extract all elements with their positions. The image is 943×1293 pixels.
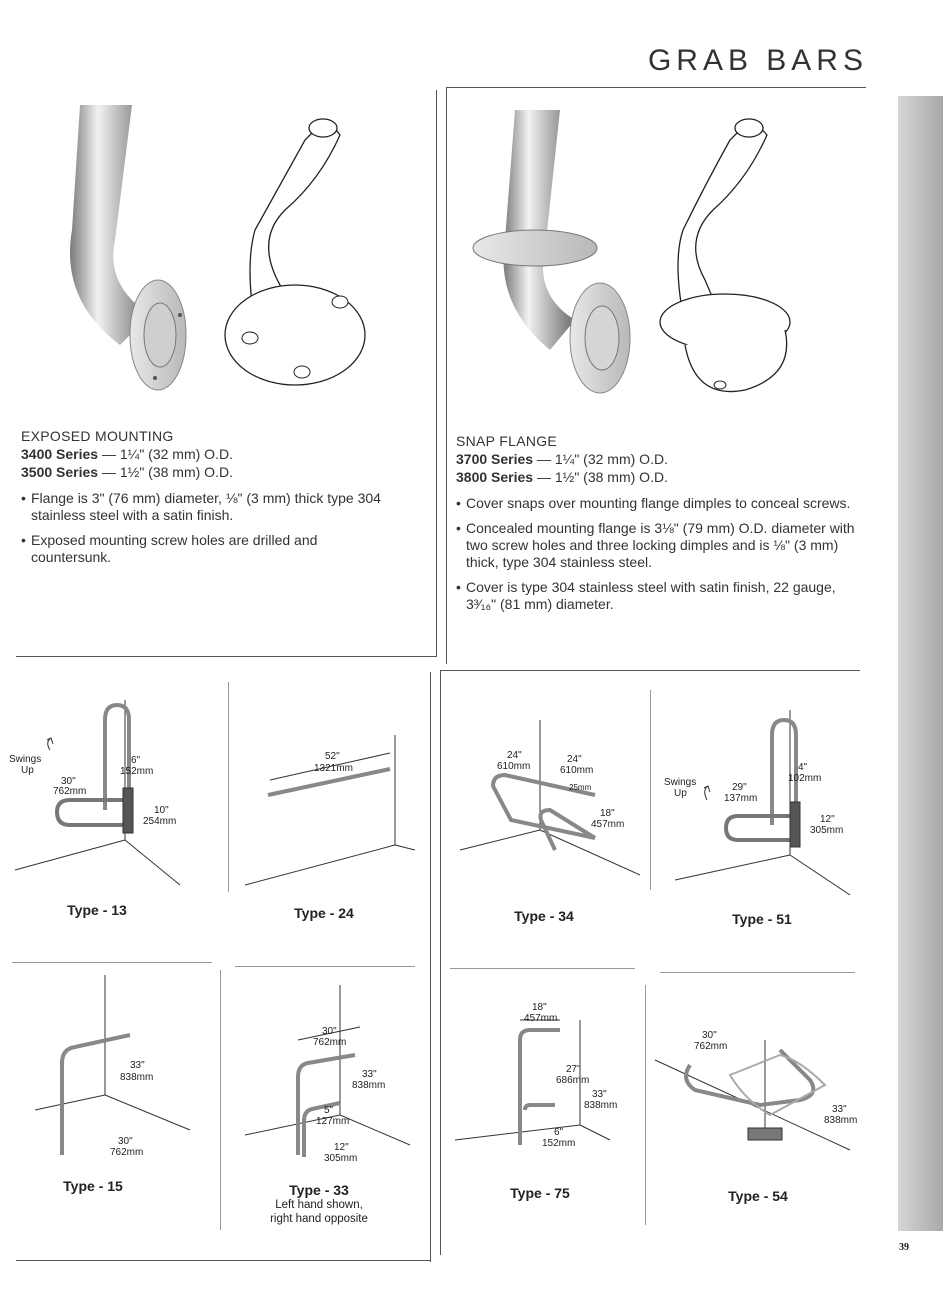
type-label: Type - 15 bbox=[63, 1178, 123, 1194]
dim-label: 1321mm bbox=[314, 763, 353, 774]
dim-label: 30" bbox=[118, 1136, 133, 1147]
divider bbox=[446, 87, 447, 664]
type-label: Type - 51 bbox=[732, 911, 792, 927]
section-heading: EXPOSED MOUNTING bbox=[21, 428, 174, 444]
type-51-diagram bbox=[660, 710, 860, 900]
dim-label: 838mm bbox=[584, 1100, 618, 1111]
dim-label: 27" bbox=[566, 1064, 581, 1075]
swings-label: Swings bbox=[664, 777, 697, 788]
bullet-item: • Concealed mounting flange is 3⅛" (79 mm) O.D. diameter with two screw holes and three locking dimples and is ⅛" (3 mm) thick, type 304 stainless steel. bbox=[456, 520, 856, 571]
series-line bbox=[456, 451, 856, 467]
page-edge-shadow bbox=[898, 96, 943, 1231]
up-label: Up bbox=[674, 788, 687, 799]
dim-label: 18" bbox=[600, 808, 615, 819]
divider bbox=[645, 985, 646, 1225]
type-label: Type - 33 bbox=[289, 1182, 349, 1198]
dim-label: 762mm bbox=[110, 1147, 144, 1158]
dim-label: 838mm bbox=[120, 1072, 154, 1083]
dim-label: 12" bbox=[334, 1142, 349, 1153]
divider bbox=[235, 966, 415, 967]
divider bbox=[440, 670, 860, 671]
type-label: Type - 34 bbox=[514, 908, 574, 924]
bullet-item: • Flange is 3" (76 mm) diameter, ⅛" (3 mm) thick type 304 stainless steel with a satin finish. bbox=[21, 490, 401, 524]
divider bbox=[430, 672, 431, 1262]
dim-label: 18" bbox=[532, 1002, 547, 1013]
bullet-list bbox=[21, 490, 401, 566]
dim-label: 33" bbox=[592, 1089, 607, 1100]
dim-label: 30" bbox=[61, 776, 76, 787]
dim-label: 610mm bbox=[497, 761, 531, 772]
divider bbox=[436, 90, 437, 657]
dim-label: 838mm bbox=[352, 1080, 386, 1091]
dim-label: 305mm bbox=[810, 825, 844, 836]
divider bbox=[220, 970, 221, 1230]
note-line: right hand opposite bbox=[270, 1213, 368, 1225]
dim-label: 102mm bbox=[788, 773, 822, 784]
type-label: Type - 13 bbox=[67, 902, 127, 918]
divider bbox=[440, 670, 441, 1255]
dim-label: 52" bbox=[325, 751, 340, 762]
bullet-list bbox=[456, 495, 856, 613]
dim-label: 30" bbox=[702, 1030, 717, 1041]
dim-label: 5" bbox=[324, 1105, 334, 1116]
divider bbox=[450, 968, 635, 969]
series-spec: — 1¼" (32 mm) O.D. bbox=[533, 451, 668, 467]
dim-label: 12" bbox=[820, 814, 835, 825]
dim-label: 137mm bbox=[724, 793, 758, 804]
series-spec: — 1½" (38 mm) O.D. bbox=[98, 464, 233, 480]
dim-label: 127mm bbox=[316, 1116, 350, 1127]
dim-label: 24" bbox=[507, 750, 522, 761]
dim-label: 610mm bbox=[560, 765, 594, 776]
series-name: 3700 Series bbox=[456, 451, 534, 467]
up-label: Up bbox=[21, 765, 34, 776]
dim-label: 457mm bbox=[524, 1013, 558, 1024]
note-line: Left hand shown, bbox=[275, 1199, 363, 1211]
dim-label: 152mm bbox=[120, 766, 154, 777]
bullet-item: • Exposed mounting screw holes are drilled and countersunk. bbox=[21, 532, 401, 566]
divider bbox=[660, 972, 855, 973]
type-13-diagram bbox=[5, 700, 220, 890]
divider bbox=[16, 1260, 431, 1261]
type-54-diagram bbox=[650, 1020, 860, 1170]
dim-label: 762mm bbox=[313, 1037, 347, 1048]
dim-label: 305mm bbox=[324, 1153, 358, 1164]
dim-label: 152mm bbox=[542, 1138, 576, 1149]
bullet-item: • Cover snaps over mounting flange dimples to conceal screws. bbox=[456, 495, 856, 512]
snap-flange-section bbox=[456, 433, 856, 621]
dim-label: 33" bbox=[130, 1060, 145, 1071]
type-75-diagram bbox=[450, 990, 640, 1160]
dim-label: 33" bbox=[832, 1104, 847, 1115]
dim-label: 29" bbox=[732, 782, 747, 793]
dim-label: 762mm bbox=[53, 786, 87, 797]
exposed-mounting-section bbox=[21, 428, 401, 574]
dim-label: 838mm bbox=[824, 1115, 858, 1126]
dim-label: 762mm bbox=[694, 1041, 728, 1052]
divider bbox=[228, 682, 229, 892]
series-name: 3400 Series bbox=[21, 446, 99, 462]
dim-label: 33" bbox=[362, 1069, 377, 1080]
bullet-item: • Cover is type 304 stainless steel with satin finish, 22 gauge, 3³⁄₁₆" (81 mm) diameter. bbox=[456, 579, 856, 613]
type-note bbox=[249, 1198, 389, 1226]
series-spec: — 1½" (38 mm) O.D. bbox=[533, 469, 668, 485]
section-heading: SNAP FLANGE bbox=[456, 433, 558, 449]
series-line bbox=[456, 469, 856, 485]
dim-label: 457mm bbox=[591, 819, 625, 830]
dim-label: 6" bbox=[554, 1127, 564, 1138]
divider bbox=[446, 87, 866, 88]
dim-label: 254mm bbox=[143, 816, 177, 827]
series-line bbox=[21, 446, 401, 462]
exposed-mount-illustration bbox=[40, 100, 380, 400]
dim-label: 24" bbox=[567, 754, 582, 765]
type-label: Type - 24 bbox=[294, 905, 354, 921]
type-15-diagram bbox=[30, 975, 210, 1165]
type-34-diagram bbox=[455, 720, 645, 890]
type-33-diagram bbox=[240, 985, 420, 1175]
divider bbox=[650, 690, 651, 890]
divider bbox=[12, 962, 212, 963]
type-label: Type - 75 bbox=[510, 1185, 570, 1201]
snap-flange-illustration bbox=[465, 100, 865, 400]
type-label: Type - 54 bbox=[728, 1188, 788, 1204]
series-name: 3800 Series bbox=[456, 469, 534, 485]
dim-label: 10" bbox=[154, 805, 169, 816]
series-line bbox=[21, 464, 401, 480]
dim-label: 4" bbox=[798, 762, 808, 773]
page-number: 39 bbox=[899, 1242, 909, 1253]
series-spec: — 1¼" (32 mm) O.D. bbox=[98, 446, 233, 462]
page-title: GRAB BARS bbox=[647, 44, 868, 77]
type-24-diagram bbox=[240, 735, 420, 895]
dim-label: 6" bbox=[131, 755, 141, 766]
dim-label: 686mm bbox=[556, 1075, 590, 1086]
swings-label: Swings bbox=[9, 754, 42, 765]
divider bbox=[16, 656, 437, 657]
dim-label: 25mm bbox=[569, 783, 592, 792]
dim-label: 30" bbox=[322, 1026, 337, 1037]
series-name: 3500 Series bbox=[21, 464, 99, 480]
